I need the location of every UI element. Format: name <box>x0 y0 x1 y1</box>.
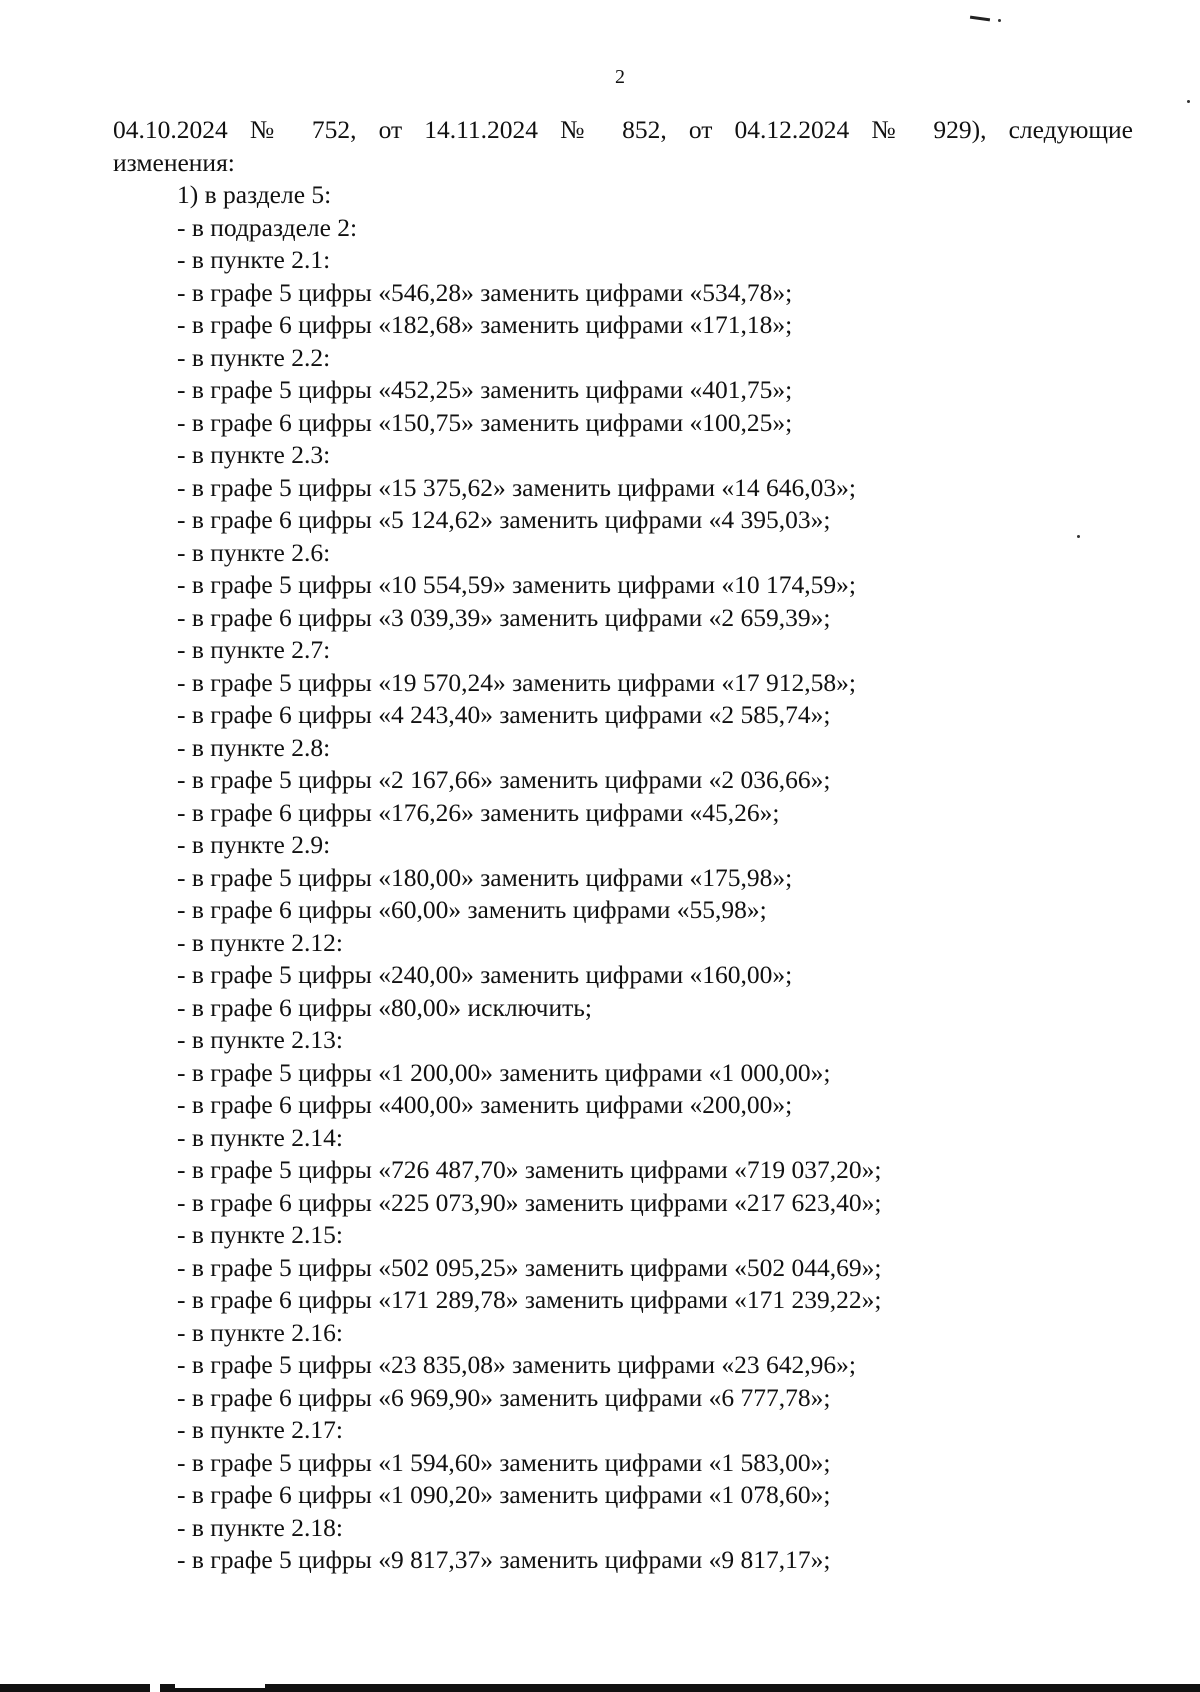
list-item: - в пункте 2.14: <box>177 1122 343 1152</box>
list-item: - в пункте 2.15: <box>177 1220 343 1249</box>
list-item: - в пункте 2.18: <box>177 1512 343 1542</box>
list-item: - в графе 6 цифры «4 243,40» заменить цифрами «2 585,74»; <box>177 700 831 729</box>
list-item: - в графе 6 цифры «1 090,20» заменить цифрами «1 078,60»; <box>177 1480 831 1509</box>
list-item: - в графе 6 цифры «60,00» заменить цифрами «55,98»; <box>177 895 767 924</box>
list-item: - в графе 5 цифры «180,00» заменить цифрами «175,98»; <box>177 862 793 892</box>
list-item: - в графе 6 цифры «3 039,39» заменить цифрами «2 659,39»; <box>177 602 831 632</box>
list-item: - в пункте 2.7: <box>177 635 331 664</box>
list-item: - в пункте 2.9: <box>177 830 331 859</box>
list-item: - в графе 6 цифры «171 289,78» заменить цифрами «171 239,22»; <box>177 1285 882 1314</box>
page-number: 2 <box>615 66 625 88</box>
list-item: - в пункте 2.12: <box>177 927 343 957</box>
list-item: - в пункте 2.3: <box>177 440 331 469</box>
amendment-list <box>177 179 882 1577</box>
list-item: - в пункте 2.6: <box>177 537 331 567</box>
intro-line-1: 04.10.2024 № 752, от 14.11.2024 № 852, от 04.12.2024 № 929), следующие <box>113 115 1133 144</box>
list-item: - в графе 6 цифры «5 124,62» заменить цифрами «4 395,03»; <box>177 505 831 534</box>
list-item: - в графе 6 цифры «6 969,90» заменить цифрами «6 777,78»; <box>177 1382 831 1412</box>
list-item: - в графе 5 цифры «2 167,66» заменить цифрами «2 036,66»; <box>177 765 831 794</box>
list-item: - в графе 6 цифры «400,00» заменить цифрами «200,00»; <box>177 1090 793 1119</box>
list-item: - в графе 5 цифры «15 375,62» заменить цифрами «14 646,03»; <box>177 472 857 502</box>
list-item: - в графе 5 цифры «10 554,59» заменить цифрами «10 174,59»; <box>177 570 857 599</box>
scan-artifact-dot <box>998 19 1001 22</box>
list-item: - в пункте 2.1: <box>177 245 331 274</box>
scan-artifact-dot <box>1077 535 1080 538</box>
list-item: - в графе 5 цифры «502 095,25» заменить цифрами «502 044,69»; <box>177 1252 882 1282</box>
list-item: - в графе 6 цифры «176,26» заменить цифрами «45,26»; <box>177 797 780 827</box>
scan-artifact-dot <box>1187 100 1190 103</box>
list-item: - в графе 6 цифры «80,00» исключить; <box>177 992 592 1022</box>
list-item: - в пункте 2.2: <box>177 342 331 372</box>
list-item: - в графе 6 цифры «225 073,90» заменить цифрами «217 623,40»; <box>177 1187 882 1217</box>
list-item: - в графе 5 цифры «23 835,08» заменить цифрами «23 642,96»; <box>177 1350 857 1379</box>
scan-artifact-mark <box>970 16 990 22</box>
list-item: - в графе 5 цифры «546,28» заменить цифрами «534,78»; <box>177 277 793 307</box>
list-item: - в графе 6 цифры «182,68» заменить цифрами «171,18»; <box>177 310 793 339</box>
list-item: - в подразделе 2: <box>177 212 358 242</box>
intro-paragraph <box>113 114 1133 179</box>
list-item: - в графе 5 цифры «19 570,24» заменить цифрами «17 912,58»; <box>177 667 857 697</box>
intro-line-2: изменения: <box>113 147 235 177</box>
list-item: - в графе 5 цифры «1 200,00» заменить цифрами «1 000,00»; <box>177 1057 831 1087</box>
list-item: - в пункте 2.17: <box>177 1415 343 1444</box>
list-item: 1) в разделе 5: <box>177 180 332 209</box>
list-item: - в графе 5 цифры «1 594,60» заменить цифрами «1 583,00»; <box>177 1447 831 1477</box>
list-item: - в графе 5 цифры «240,00» заменить цифрами «160,00»; <box>177 960 793 989</box>
list-item: - в графе 5 цифры «726 487,70» заменить цифрами «719 037,20»; <box>177 1155 882 1184</box>
scan-bottom-edge-gap <box>175 1684 265 1688</box>
scan-bottom-edge-gap <box>150 1684 160 1692</box>
list-item: - в пункте 2.16: <box>177 1317 343 1347</box>
list-item: - в графе 5 цифры «9 817,37» заменить цифрами «9 817,17»; <box>177 1545 831 1574</box>
list-item: - в графе 5 цифры «452,25» заменить цифрами «401,75»; <box>177 375 793 404</box>
list-item: - в графе 6 цифры «150,75» заменить цифрами «100,25»; <box>177 407 793 437</box>
list-item: - в пункте 2.13: <box>177 1025 343 1054</box>
list-item: - в пункте 2.8: <box>177 732 331 762</box>
